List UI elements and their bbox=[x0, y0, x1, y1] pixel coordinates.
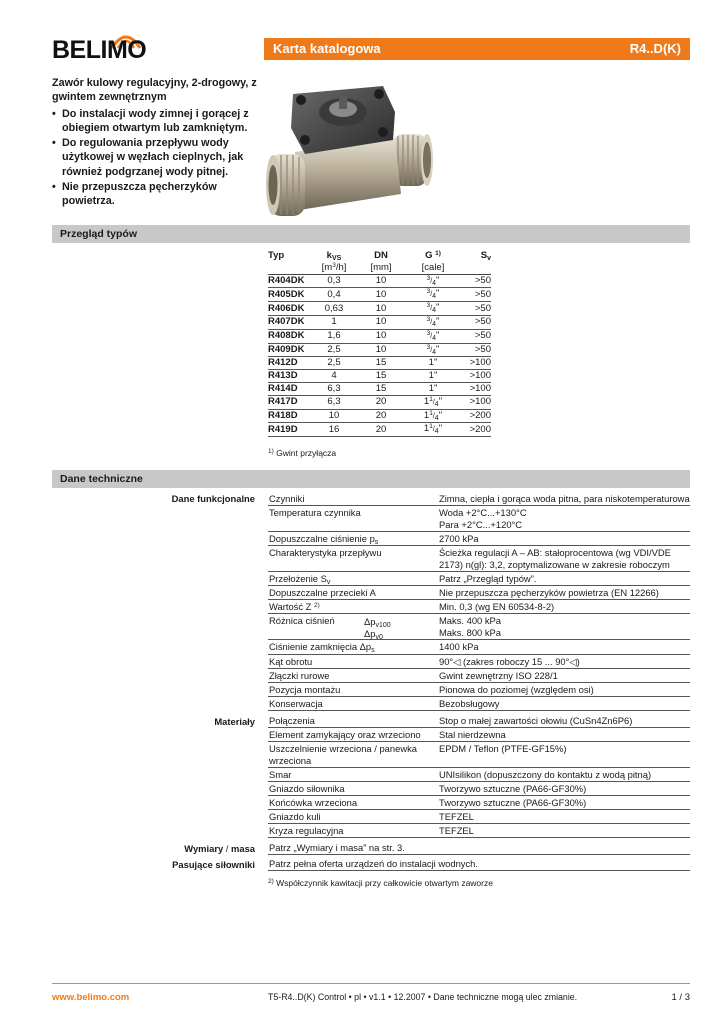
type-row bbox=[268, 274, 491, 288]
unit-dn: [mm] bbox=[354, 262, 408, 274]
type-row bbox=[268, 288, 491, 302]
type-cell-typ: R406DK bbox=[268, 302, 314, 316]
type-cell-sv: >50 bbox=[458, 343, 491, 357]
tech-row-ballseat: Gniazdo kuli TEFZEL bbox=[268, 810, 690, 824]
type-cell-kvs: 0,4 bbox=[314, 288, 354, 302]
col-typ: Typ bbox=[268, 250, 285, 261]
type-cell-sv: >50 bbox=[458, 329, 491, 343]
type-cell-dn: 15 bbox=[354, 370, 408, 383]
type-cell-g: 1" bbox=[408, 382, 458, 395]
type-cell-sv: >200 bbox=[458, 423, 491, 437]
type-cell-g: $^3/_4$" bbox=[408, 302, 458, 316]
type-cell-dn: 20 bbox=[354, 423, 408, 437]
type-cell-g: $1^1/_4$" bbox=[408, 409, 458, 423]
footer-page-number: 1 / 3 bbox=[671, 992, 690, 1003]
type-row bbox=[268, 315, 491, 329]
type-cell-sv: >50 bbox=[458, 274, 491, 288]
type-cell-sv: >200 bbox=[458, 409, 491, 423]
product-code: R4..D(K) bbox=[629, 41, 681, 56]
type-cell-g: $^3/_4$" bbox=[408, 315, 458, 329]
type-cell-typ: R405DK bbox=[268, 288, 314, 302]
type-cell-dn: 10 bbox=[354, 302, 408, 316]
type-cell-sv: >50 bbox=[458, 288, 491, 302]
type-cell-dn: 10 bbox=[354, 274, 408, 288]
type-row bbox=[268, 343, 491, 357]
type-row bbox=[268, 423, 491, 437]
intro-bullet: • Do regulowania przepływu wody użytkowej w węzłach cieplnych, jak również podgrzanej wody pitnej. bbox=[52, 136, 257, 179]
tech-row-leak: Dopuszczalne przecieki A Nie przepuszcza pęcherzyków powietrza (EN 12266) bbox=[268, 586, 690, 600]
col-kvs: $k_{VS}$ bbox=[326, 250, 342, 262]
type-cell-g: $^3/_4$" bbox=[408, 274, 458, 288]
tech-row-mount: Pozycja montażu Pionowa do poziomej (względem osi) bbox=[268, 683, 690, 697]
type-cell-g: $^3/_4$" bbox=[408, 343, 458, 357]
group-actuators: Pasujące siłowniki bbox=[172, 859, 255, 870]
type-row bbox=[268, 357, 491, 370]
type-row bbox=[268, 409, 491, 423]
tech-row-pressure: Dopuszczalne ciśnienie $p_s$ 2700 kPa bbox=[268, 532, 690, 546]
tech-row-disc: Kryza regulacyjna TEFZEL bbox=[268, 824, 690, 838]
tech-row-dims: Patrz „Wymiary i masa” na str. 3. bbox=[268, 841, 690, 855]
type-cell-typ: R407DK bbox=[268, 315, 314, 329]
type-cell-g: $^3/_4$" bbox=[408, 288, 458, 302]
type-cell-typ: R419D bbox=[268, 423, 314, 437]
tech-row-pipe: Złączki rurowe Gwint zewnętrzny ISO 228/1 bbox=[268, 669, 690, 683]
section-bar-tech bbox=[52, 470, 690, 488]
belimo-logo bbox=[52, 32, 147, 68]
type-cell-dn: 15 bbox=[354, 357, 408, 370]
type-cell-kvs: 6,3 bbox=[314, 382, 354, 395]
section-title-tech: Dane techniczne bbox=[60, 473, 143, 485]
type-cell-kvs: 0,3 bbox=[314, 274, 354, 288]
section-bar-types bbox=[52, 225, 690, 243]
tech-row-flow: Charakterystyka przepływu Ścieżka regulacji A – AB: stałoprocentowa (wg VDI/VDE 2173) n(gl): 3,2, zoptymalizowane w zakresie roboczym bbox=[268, 546, 690, 572]
tech-row-seal: Uszczelnienie wrzeciona / panewka wrzeciona EPDM / Teflon (PTFE-GF15%) bbox=[268, 742, 690, 768]
col-g: G $^{1)}$ bbox=[425, 250, 441, 261]
type-cell-kvs: 4 bbox=[314, 370, 354, 383]
type-cell-typ: R404DK bbox=[268, 274, 314, 288]
type-cell-typ: R409DK bbox=[268, 343, 314, 357]
type-cell-dn: 20 bbox=[354, 395, 408, 409]
type-cell-dn: 10 bbox=[354, 288, 408, 302]
type-cell-typ: R412D bbox=[268, 357, 314, 370]
tech-row-dp: Różnica ciśnień $\Delta p_{v100}$ $\Delta p_{v0}$ Maks. 400 kPa Maks. 800 kPa bbox=[268, 614, 690, 640]
type-row bbox=[268, 329, 491, 343]
type-cell-g: $^3/_4$" bbox=[408, 329, 458, 343]
tech-row-medium: Czynniki Zimna, ciepła i gorąca woda pitna, para niskotemperaturowa bbox=[269, 493, 690, 504]
footer-url-link[interactable]: www.belimo.com bbox=[52, 992, 130, 1003]
type-cell-dn: 10 bbox=[354, 329, 408, 343]
type-cell-kvs: 1,6 bbox=[314, 329, 354, 343]
intro-bullet: • Nie przepuszcza pęcherzyków powietrza. bbox=[52, 180, 257, 209]
type-cell-typ: R414D bbox=[268, 382, 314, 395]
type-cell-dn: 10 bbox=[354, 315, 408, 329]
type-cell-sv: >100 bbox=[458, 357, 491, 370]
tech-row-act: Patrz pełna oferta urządzeń do instalacji wodnych. bbox=[268, 857, 690, 871]
col-dn: DN bbox=[374, 250, 388, 261]
type-cell-sv: >50 bbox=[458, 315, 491, 329]
types-footnote: $^{1)}$ Gwint przyłącza bbox=[268, 448, 337, 458]
type-cell-typ: R418D bbox=[268, 409, 314, 423]
intro-block bbox=[52, 76, 257, 210]
tech-row-maint: Konserwacja Bezobsługowy bbox=[268, 697, 690, 711]
intro-heading: Zawór kulowy regulacyjny, 2-drogowy, z gwintem zewnętrznym bbox=[52, 77, 257, 104]
type-cell-kvs: 0,63 bbox=[314, 302, 354, 316]
logo-text: BELIMO bbox=[52, 36, 147, 64]
valve-product-image bbox=[265, 82, 435, 224]
tech-row-temp: Temperatura czynnika Woda +2°C...+130°C Para +2°C...+120°C bbox=[268, 506, 690, 532]
type-cell-g: $1^1/_4$" bbox=[408, 423, 458, 437]
tech-row-socket: Gniazdo siłownika Tworzywo sztuczne (PA66-GF30%) bbox=[268, 782, 690, 796]
type-cell-kvs: 1 bbox=[314, 315, 354, 329]
group-materials: Materiały bbox=[214, 716, 255, 727]
tech-row-z: Wartość Z $^{2)}$ Min. 0,3 (wg EN 60534-8-2) bbox=[268, 600, 690, 614]
unit-kvs: $[m^3/h]$ bbox=[314, 262, 354, 274]
type-cell-sv: >100 bbox=[458, 395, 491, 409]
type-cell-kvs: 2,5 bbox=[314, 343, 354, 357]
tech-row-grease: Smar UNIsilikon (dopuszczony do kontaktu z wodą pitną) bbox=[268, 768, 690, 782]
type-row bbox=[268, 370, 491, 383]
type-cell-kvs: 16 bbox=[314, 423, 354, 437]
intro-bullets bbox=[52, 107, 257, 209]
type-cell-typ: R413D bbox=[268, 370, 314, 383]
type-cell-typ: R408DK bbox=[268, 329, 314, 343]
type-cell-dn: 10 bbox=[354, 343, 408, 357]
tech-row-closing: Element zamykający oraz wrzeciono Stal nierdzewna bbox=[268, 728, 690, 742]
tech-footnote: $^{2)}$ Współczynnik kawitacji przy całkowicie otwartym zaworze bbox=[268, 878, 493, 888]
intro-bullet: • Do instalacji wody zimnej i gorącej z obiegiem otwartym lub zamkniętym. bbox=[52, 107, 257, 136]
type-cell-dn: 15 bbox=[354, 382, 408, 395]
unit-g: [cale] bbox=[408, 262, 458, 274]
title-bar bbox=[264, 38, 690, 60]
tech-row-sv: Przełożenie $S_v$ Patrz „Przegląd typów”. bbox=[268, 572, 690, 586]
type-cell-sv: >50 bbox=[458, 302, 491, 316]
footer-divider bbox=[52, 983, 690, 984]
tech-row-close: Ciśnienie zamknięcia $\Delta p_s$ 1400 kPa bbox=[268, 640, 690, 655]
group-functional: Dane funkcjonalne bbox=[171, 493, 255, 504]
type-row bbox=[268, 382, 491, 395]
type-row bbox=[268, 395, 491, 409]
tech-row-angle: Kąt obrotu 90°◁ (zakres roboczy 15 ... 90°◁) bbox=[268, 655, 690, 669]
group-dimensions: Wymiary / masa bbox=[184, 843, 255, 854]
page-title: Karta katalogowa bbox=[273, 41, 381, 56]
footer-doc-info: T5-R4..D(K) Control • pl • v1.1 • 12.2007 • Dane techniczne mogą ulec zmianie. bbox=[268, 992, 578, 1002]
type-cell-sv: >100 bbox=[458, 370, 491, 383]
col-sv: $S_v$ bbox=[480, 250, 491, 262]
type-row bbox=[268, 302, 491, 316]
type-cell-g: 1" bbox=[408, 357, 458, 370]
type-cell-kvs: 2,5 bbox=[314, 357, 354, 370]
type-cell-kvs: 10 bbox=[314, 409, 354, 423]
section-title-types: Przegląd typów bbox=[60, 228, 138, 240]
tech-row-conn: Połączenia Stop o małej zawartości ołowiu (CuSn4Zn6P6) bbox=[268, 714, 690, 728]
type-cell-g: 1" bbox=[408, 370, 458, 383]
tech-row-tip: Końcówka wrzeciona Tworzywo sztuczne (PA66-GF30%) bbox=[268, 796, 690, 810]
type-cell-typ: R417D bbox=[268, 395, 314, 409]
types-table bbox=[268, 250, 491, 437]
type-cell-kvs: 6,3 bbox=[314, 395, 354, 409]
type-cell-dn: 20 bbox=[354, 409, 408, 423]
type-cell-sv: >100 bbox=[458, 382, 491, 395]
type-cell-g: $1^1/_4$" bbox=[408, 395, 458, 409]
